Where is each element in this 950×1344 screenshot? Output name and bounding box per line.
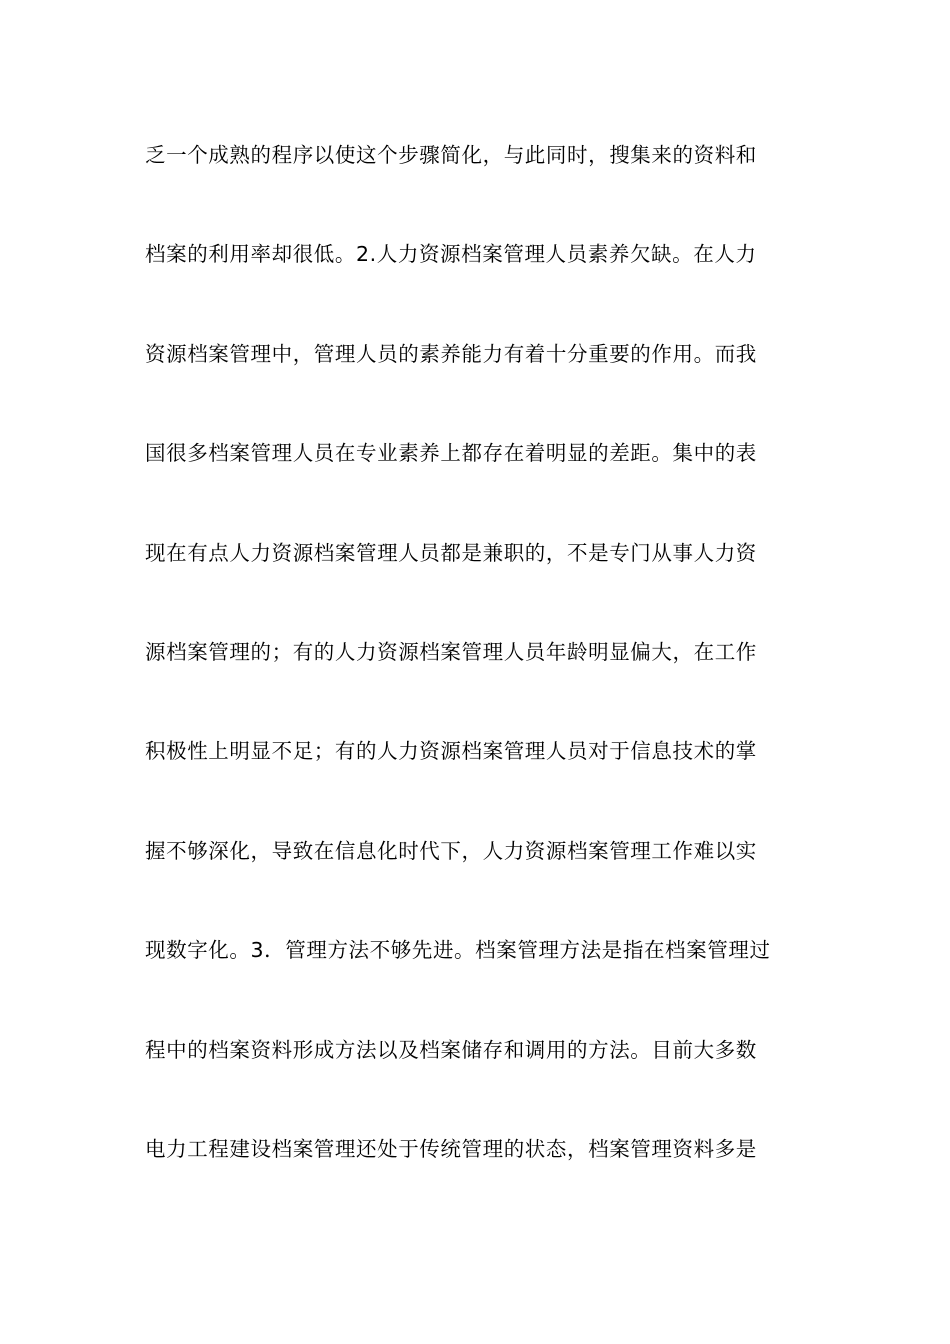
text-line: 资源档案管理中，管理人员的素养能力有着十分重要的作用。而我 [145,341,757,366]
text-line: 程中的档案资料形成方法以及档案储存和调用的方法。目前大多数 [145,1037,757,1062]
text-line: 握不够深化，导致在信息化时代下，人力资源档案管理工作难以实 [145,838,757,863]
text-line: 源档案管理的；有的人力资源档案管理人员年龄明显偏大，在工作 [145,639,757,664]
text-line: 电力工程建设档案管理还处于传统管理的状态，档案管理资料多是 [145,1136,757,1161]
text-line: 乏一个成熟的程序以使这个步骤简化，与此同时，搜集来的资料和 [145,143,757,167]
text-line: 国很多档案管理人员在专业素养上都存在着明显的差距。集中的表 [145,441,757,466]
text-line: 现在有点人力资源档案管理人员都是兼职的，不是专门从事人力资 [145,540,757,565]
text-line: 现数字化。3．管理方法不够先进。档案管理方法是指在档案管理过 [145,938,771,963]
text-line: 档案的利用率却很低。2.人力资源档案管理人员素养欠缺。在人力 [145,242,757,267]
body-text [145,128,810,1221]
text-line: 积极性上明显不足；有的人力资源档案管理人员对于信息技术的掌 [145,739,757,764]
